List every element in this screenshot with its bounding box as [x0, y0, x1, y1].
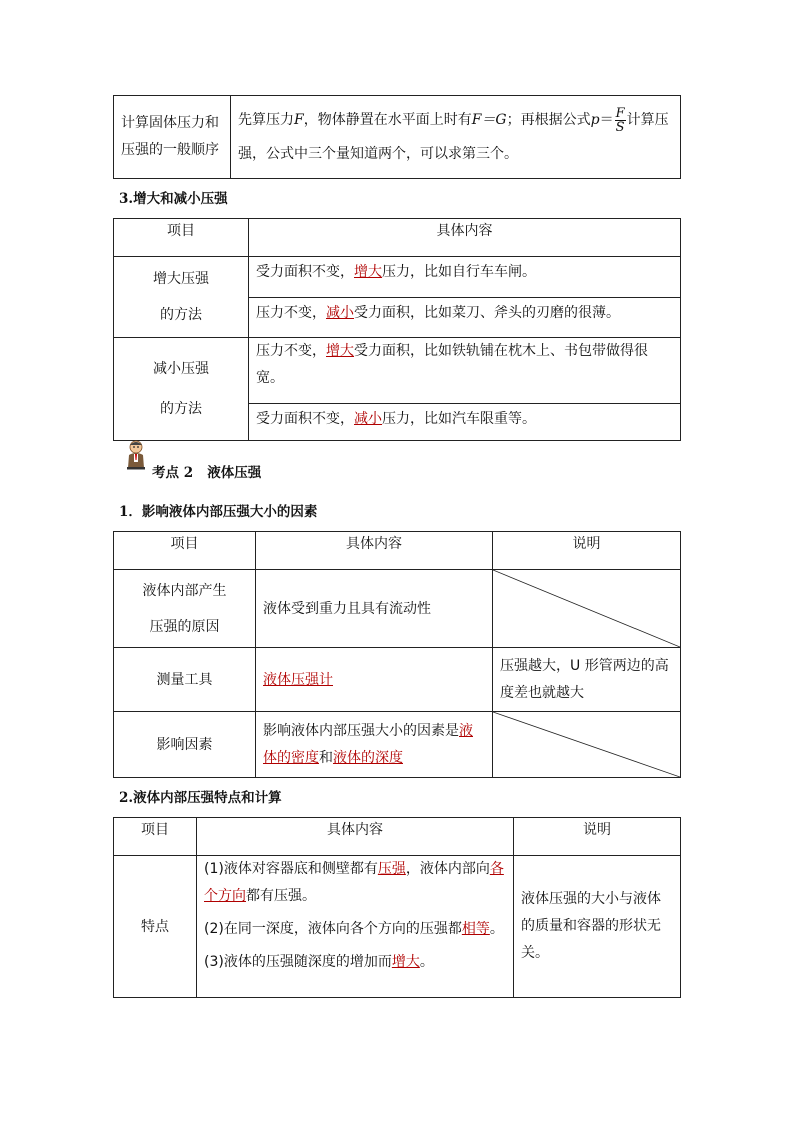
kaodian-heading	[152, 461, 261, 481]
var-p: p	[590, 112, 600, 128]
kaodian-title: 液体压强	[207, 465, 262, 481]
text: ；再根据公式	[506, 112, 591, 128]
header-content: 具体内容	[197, 818, 514, 856]
text: 压力不变，	[256, 304, 326, 321]
header-note: 说明	[493, 532, 681, 570]
text: 受力面积，比如菜刀、斧头的刃磨的很薄。	[354, 304, 620, 321]
text: (2)在同一深度，液体向各个方向的压强都	[204, 921, 462, 937]
pressure-methods-table	[113, 218, 681, 441]
header-note: 说明	[514, 818, 681, 856]
label-line: 减小压强	[153, 361, 209, 377]
text: (1)液体对容器底和侧壁都有	[204, 861, 378, 877]
section-1-heading: 1．影响液体内部压强大小的因素	[119, 504, 318, 520]
feature-content-cell	[197, 856, 514, 998]
teacher-mascot-icon	[125, 440, 147, 470]
header-item: 项目	[114, 532, 256, 570]
label-line: 的方法	[160, 307, 202, 323]
text: 先算压力	[238, 112, 294, 128]
liquid-pressure-factors-table	[113, 531, 681, 778]
text: 影响液体内部压强大小的因素是	[263, 722, 459, 739]
diagonal-line	[493, 570, 680, 647]
cause-label-cell	[114, 570, 256, 648]
decrease-row-2	[249, 404, 681, 441]
highlight: 液体的密度	[263, 722, 473, 766]
text: ，物体静置在水平面上时有	[303, 112, 472, 128]
feature-item-1	[204, 856, 506, 910]
label-line: 压强的原因	[149, 618, 220, 635]
equals-sign: ＝	[599, 112, 614, 128]
text: 计算压强，公式中三个量知道两个，可以求第三个。	[238, 112, 669, 162]
fraction-denominator: S	[615, 119, 625, 135]
text: 受力面积不变，	[256, 411, 354, 427]
feature-label: 特点	[114, 856, 197, 998]
label-line: 液体内部产生	[142, 582, 227, 599]
cause-note-empty-diagonal	[493, 570, 681, 648]
text: 。	[489, 921, 504, 937]
tool-note: 压强越大，U 形管两边的高度差也就越大	[493, 648, 681, 712]
fraction-numerator: F	[615, 105, 625, 121]
solid-pressure-order-table	[113, 95, 681, 179]
header-content: 具体内容	[256, 532, 493, 570]
header-item: 项目	[114, 219, 249, 257]
highlight: 减小	[326, 304, 354, 321]
order-content-cell	[231, 96, 681, 179]
tool-content: 液体压强计	[263, 671, 333, 688]
text: 。	[419, 954, 434, 970]
header-item: 项目	[114, 818, 197, 856]
order-label-cell	[114, 96, 231, 179]
feature-note: 液体压强的大小与液体的质量和容器的形状无关。	[514, 856, 681, 998]
highlight: 液体的深度	[333, 749, 403, 766]
kaodian-label: 考点 2	[152, 465, 194, 481]
highlight: 减小	[354, 411, 382, 427]
decrease-row-1	[249, 338, 681, 404]
tool-content-cell	[256, 648, 493, 712]
diagonal-line	[493, 712, 680, 777]
fraction-F-over-S	[615, 107, 626, 134]
section-3-heading: 3.增大和减小压强	[119, 191, 228, 207]
text: 受力面积，比如铁轨铺在枕木上、书包带做得很宽。	[256, 343, 648, 386]
feature-item-2	[204, 916, 506, 943]
text: 和	[319, 749, 333, 766]
var-F: F	[294, 112, 304, 128]
text: 压力不变，	[256, 343, 326, 359]
liquid-pressure-features-table	[113, 817, 681, 998]
section-2-heading: 2.液体内部压强特点和计算	[119, 790, 282, 806]
text: 压力，比如自行车车闸。	[382, 264, 536, 280]
highlight: 各个方向	[204, 861, 504, 904]
highlight: 增大	[354, 264, 382, 280]
equation: F＝G	[471, 112, 507, 128]
text: ，液体内部向	[405, 861, 490, 877]
label-line: 的方法	[160, 401, 202, 417]
increase-row-2	[249, 297, 681, 338]
order-label: 计算固体压力和压强的一般顺序	[121, 115, 219, 158]
text: 都有压强。	[246, 888, 316, 904]
increase-label-cell	[114, 257, 249, 338]
decrease-label-cell	[114, 338, 249, 441]
factors-content-cell	[256, 712, 493, 778]
highlight: 相等	[461, 921, 490, 937]
feature-item-3	[204, 949, 506, 976]
text: (3)液体的压强随深度的增加而	[204, 954, 392, 970]
factors-label: 影响因素	[114, 712, 256, 778]
text: 压力，比如汽车限重等。	[382, 411, 536, 427]
text: 受力面积不变，	[256, 264, 354, 280]
highlight: 增大	[391, 954, 420, 970]
increase-row-1	[249, 257, 681, 298]
tool-label: 测量工具	[114, 648, 256, 712]
highlight: 增大	[326, 343, 354, 359]
factors-note-empty-diagonal	[493, 712, 681, 778]
highlight: 压强	[377, 861, 406, 877]
header-content: 具体内容	[249, 219, 681, 257]
label-line: 增大压强	[153, 271, 209, 287]
cause-content: 液体受到重力且具有流动性	[256, 570, 493, 648]
